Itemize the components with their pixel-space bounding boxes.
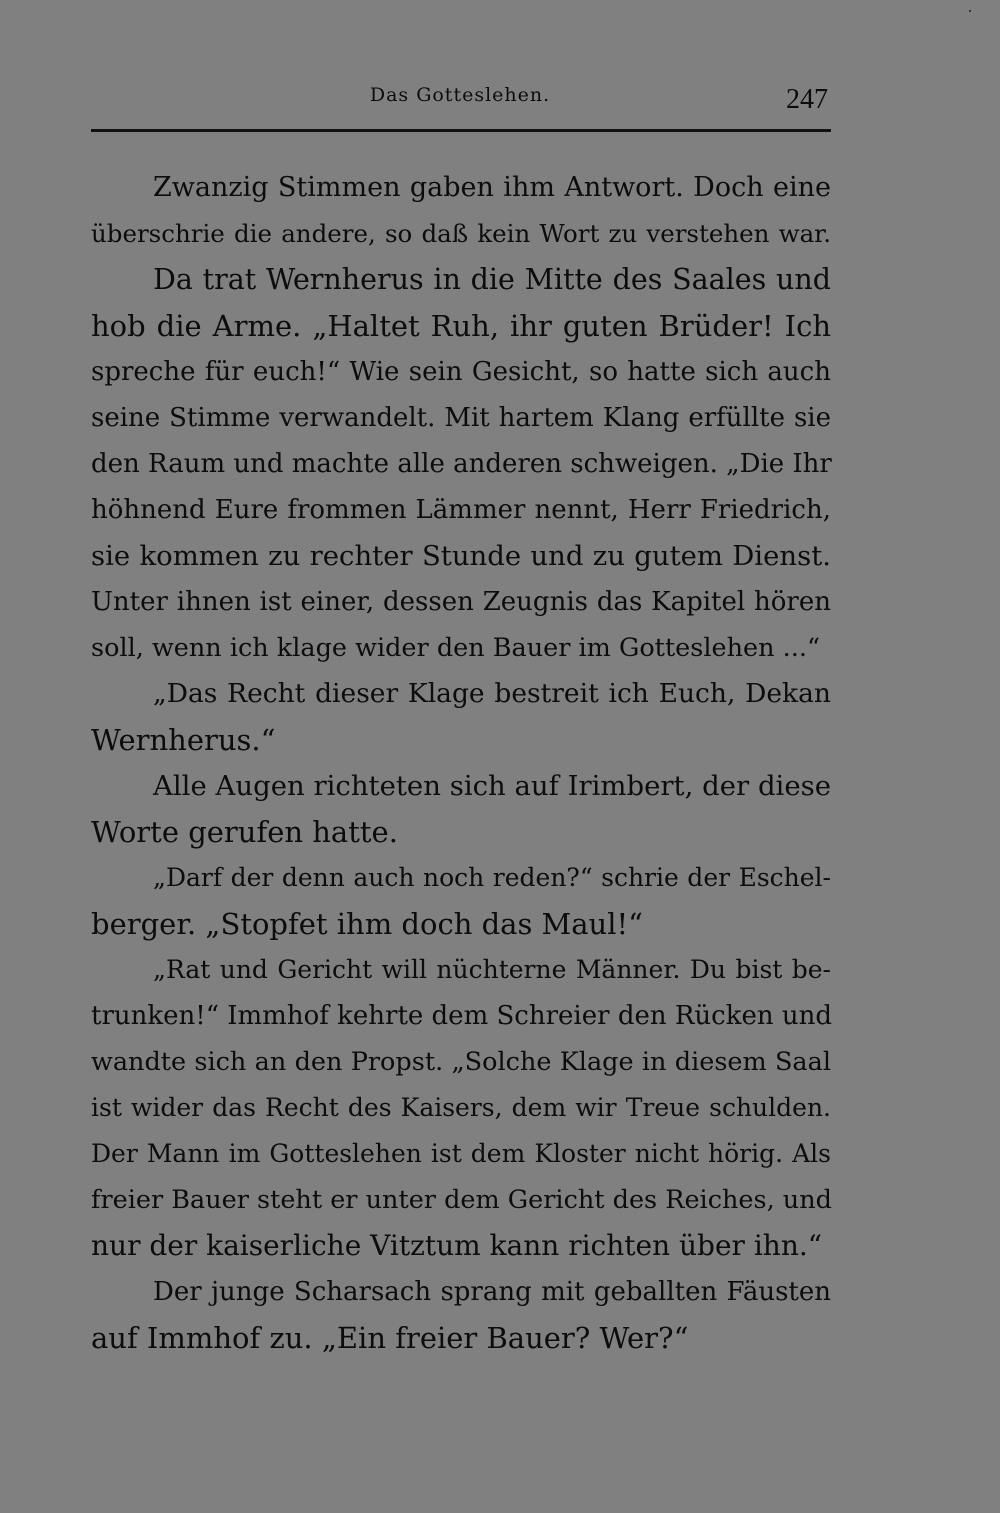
paper-speck xyxy=(969,10,971,12)
text-line: „Rat und Gericht will nüchterne Männer. Du bist be- xyxy=(153,955,831,984)
text-line: Alle Augen richteten sich auf Irimbert, der diese xyxy=(153,770,831,802)
text-line: spreche für euch!“ Wie sein Gesicht, so hatte sich auch xyxy=(91,357,831,387)
running-title: Das Gotteslehen. xyxy=(369,84,551,106)
text-line: berger. „Stopfet ihm doch das Maul!“ xyxy=(91,907,643,941)
text-line: überschrie die andere, so daß kein Wort zu verstehen war. xyxy=(91,219,831,248)
text-line: „Das Recht dieser Klage bestreit ich Euch, Dekan xyxy=(153,678,831,709)
text-line: freier Bauer steht er unter dem Gericht des Reiches, und xyxy=(91,1185,832,1215)
text-line: Zwanzig Stimmen gaben ihm Antwort. Doch eine xyxy=(153,172,831,203)
text-line: soll, wenn ich klage wider den Bauer im Gotteslehen ...“ xyxy=(91,633,820,663)
text-line: auf Immhof zu. „Ein freier Bauer? Wer?“ xyxy=(91,1321,689,1355)
body-text xyxy=(91,165,831,1361)
text-line: „Darf der denn auch noch reden?“ schrie der Eschel- xyxy=(153,863,831,892)
text-line: ist wider das Recht des Kaisers, dem wir Treue schulden. xyxy=(91,1093,831,1122)
text-line: trunken!“ Immhof kehrte dem Schreier den Rücken und xyxy=(91,1001,833,1031)
text-line: den Raum und machte alle anderen schweigen. „Die Ihr xyxy=(91,449,832,479)
text-line: seine Stimme verwandelt. Mit hartem Klang erfüllte sie xyxy=(91,403,831,433)
text-line: hob die Arme. „Haltet Ruh, ihr guten Brüder! Ich xyxy=(91,309,831,343)
text-line: Der Mann im Gotteslehen ist dem Kloster nicht hörig. Als xyxy=(91,1139,831,1168)
header-rule xyxy=(91,129,831,132)
text-line: Worte gerufen hatte. xyxy=(91,815,398,849)
text-line: Der junge Scharsach sprang mit geballten Fäusten xyxy=(153,1277,831,1307)
text-line: nur der kaiserliche Vitztum kann richten über ihn.“ xyxy=(91,1229,823,1262)
text-line: Unter ihnen ist einer, dessen Zeugnis das Kapitel hören xyxy=(91,587,831,617)
text-line: sie kommen zu rechter Stunde und zu gutem Dienst. xyxy=(91,540,831,572)
text-line: Wernherus.“ xyxy=(91,723,276,757)
page-number: 247 xyxy=(786,84,828,115)
text-line: höhnend Eure frommen Lämmer nennt, Herr Friedrich, xyxy=(91,495,831,525)
text-line: Da trat Wernherus in die Mitte des Saales und xyxy=(153,263,831,296)
text-line: wandte sich an den Propst. „Solche Klage in diesem Saal xyxy=(91,1047,831,1077)
